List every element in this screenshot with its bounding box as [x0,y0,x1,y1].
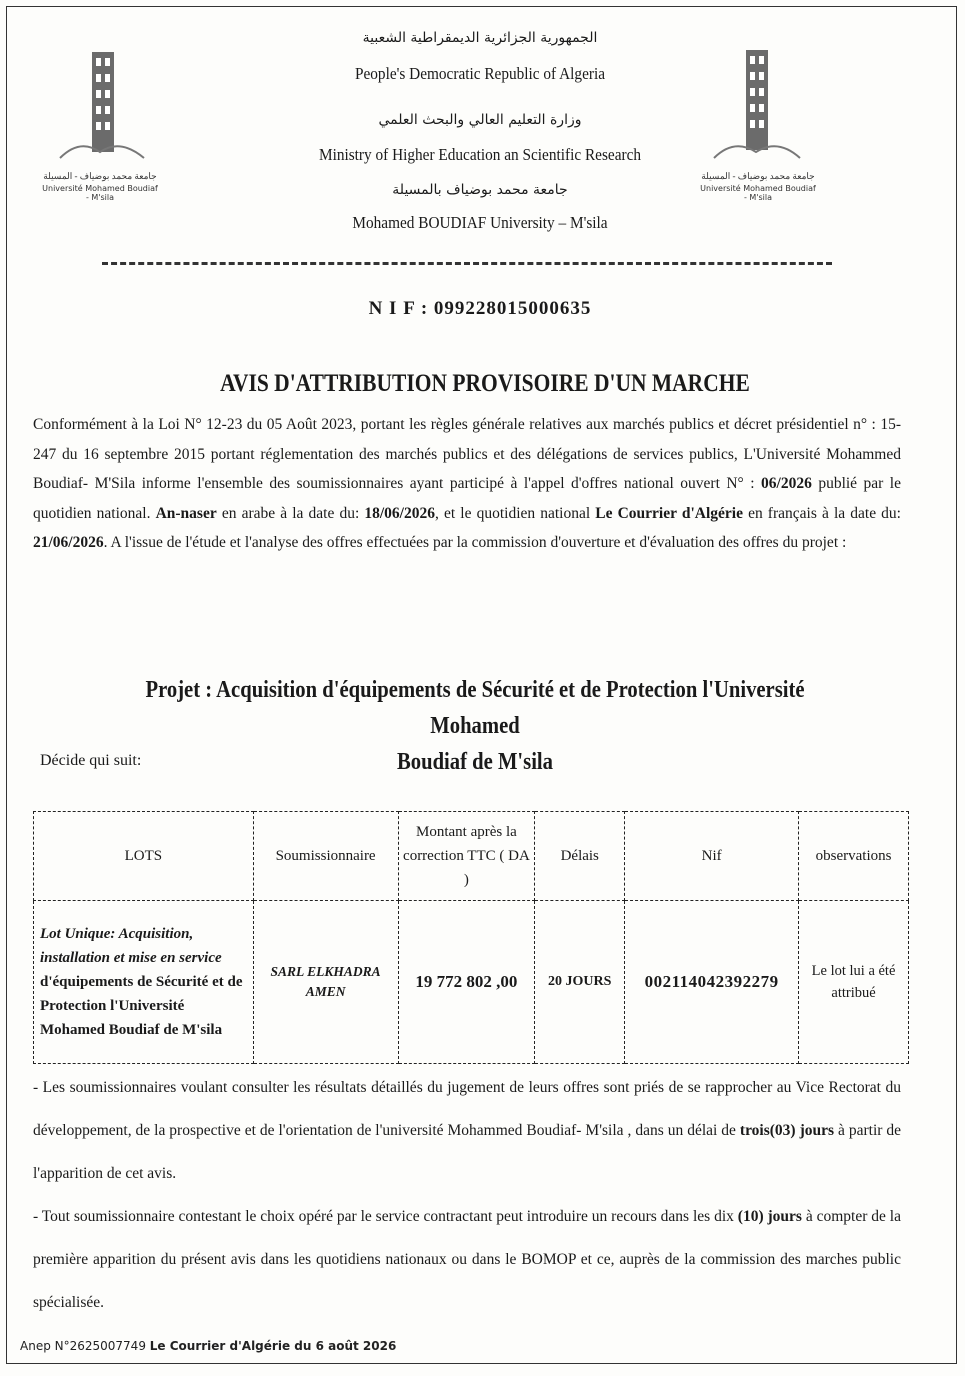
intro-text-4: , et le quotidien national [435,504,596,522]
award-table [33,811,909,1064]
intro-text-6: . A l'issue de l'étude et l'analyse des offres effectuées par la commission d'ouverture et d'évaluation des offres du projet : [103,534,847,551]
anep-number: Anep N°2625007749 [20,1339,150,1353]
project-title-line-2: Boudiaf de M'sila [397,749,553,775]
note-1-text: - Les soumissionnaires voulant consulter les résultats détaillés du jugement de leurs offres sont priés de se rapprocher au Vice Rectorat du développement, de la prospective et de l'orientation de l'université Mohammed Boudiaf- M'sila , dans un délai de [33,1079,901,1139]
tender-number: 06/2026 [761,475,812,492]
university-logo-right [698,46,818,202]
note-2-text-end: à compter de la première apparition du présent avis dans les quotidiens nationaux ou dans le BOMOP et ce, auprès de la commission des marches public spécialisée. [33,1208,901,1311]
publication-date-arabic: 18/06/2026 [364,504,435,522]
note-appeal [33,1195,901,1324]
table-header-row [34,812,909,901]
note-consultation [33,1066,901,1195]
header-observations: observations [799,812,909,901]
header-bidder: Soumissionnaire [253,812,398,901]
note-1-deadline: trois(03) jours [739,1122,835,1139]
header-divider [102,262,832,265]
lot-description [34,901,254,1064]
logo-right-caption: Université Mohamed Boudiaf - M'sila [700,184,816,202]
university-emblem-icon [698,46,818,166]
intro-text-3: en arabe à la date du: [216,504,365,522]
intro-text-5: en français à la date du: [742,504,901,522]
intro-text-1: Conformément à la Loi N° 12-23 du 05 Août 2023, portant les règles générale relatives aux marchés publics et décret présidentiel n° : 15-247 du 16 septembre 2015 portant réglementation des marchés publics et des délégations de services publics, L'Université Mohammed Boudiaf- M'Sila informe l'ensemble des soumissionnaires ayant participé à l'appel d'offres national ouvert N° : [33,416,901,492]
logo-left-caption: Université Mohamed Boudiaf - M'sila [42,184,158,202]
table-row [34,901,909,1064]
logo-left-caption-ar: جامعة محمد بوضياف - المسيلة [43,171,157,181]
project-title-line-1: Projet : Acquisition d'équipements de Sécurité et de Protection l'Université Mohamed [145,677,805,739]
note-1-text-end: à partir de l'apparition de cet avis. [33,1122,902,1182]
header-amount: Montant après la correction TTC ( DA ) [398,812,535,901]
publication-reference: Le Courrier d'Algérie du 6 août 2026 [149,1339,397,1353]
notes-section [33,1066,901,1324]
note-2-deadline: (10) jours [737,1208,802,1225]
intro-paragraph [33,410,901,558]
amount-value: 19 772 802 ,00 [398,901,535,1064]
university-arabic: جامعة محمد بوضياف بالمسيلة [392,182,568,198]
decision-label: Décide qui suit: [40,752,142,769]
nif-number: N I F : 099228015000635 [368,298,592,319]
republic-name: People's Democratic Republic of Algeria [354,64,606,83]
ministry-name: Ministry of Higher Education an Scientific Research [318,145,642,164]
header-lots: LOTS [34,812,254,901]
university-name: Mohamed BOUDIAF University – M'sila [352,213,608,232]
publication-date-french: 21/06/2026 [33,534,104,551]
project-title [101,672,849,780]
header-delay: Délais [535,812,625,901]
header-nif: Nif [625,812,799,901]
bidder-nif: 002114042392279 [625,901,799,1064]
newspaper-french: Le Courrier d'Algérie [595,504,743,522]
university-emblem-icon [40,46,160,166]
ministry-arabic: وزارة التعليم العالي والبحث العلمي [378,112,582,128]
lot-description-rest: d'équipements de Sécurité et de Protection l'Université Mohamed Boudiaf de M'sila [40,974,243,1038]
publication-footer [20,1339,396,1353]
intro-text-2: publié par le quotidien national. [33,475,901,522]
university-logo-left [40,46,160,202]
delay-value: 20 JOURS [535,901,625,1064]
observation-text: Le lot lui a été attribué [799,901,909,1064]
bidder-name: SARL ELKHADRA AMEN [253,901,398,1064]
republic-arabic: الجمهورية الجزائرية الديمقراطية الشعبية [362,30,598,46]
logo-right-caption-ar: جامعة محمد بوضياف - المسيلة [701,171,815,181]
notice-title: AVIS D'ATTRIBUTION PROVISOIRE D'UN MARCHE [220,370,750,397]
newspaper-arabic: An-naser [155,504,217,522]
lot-description-italic: Lot Unique: Acquisition, installation et mise en service [40,926,222,966]
note-2-text: - Tout soumissionnaire contestant le choix opéré par le service contractant peut introduire un recours dans les dix [33,1208,738,1225]
